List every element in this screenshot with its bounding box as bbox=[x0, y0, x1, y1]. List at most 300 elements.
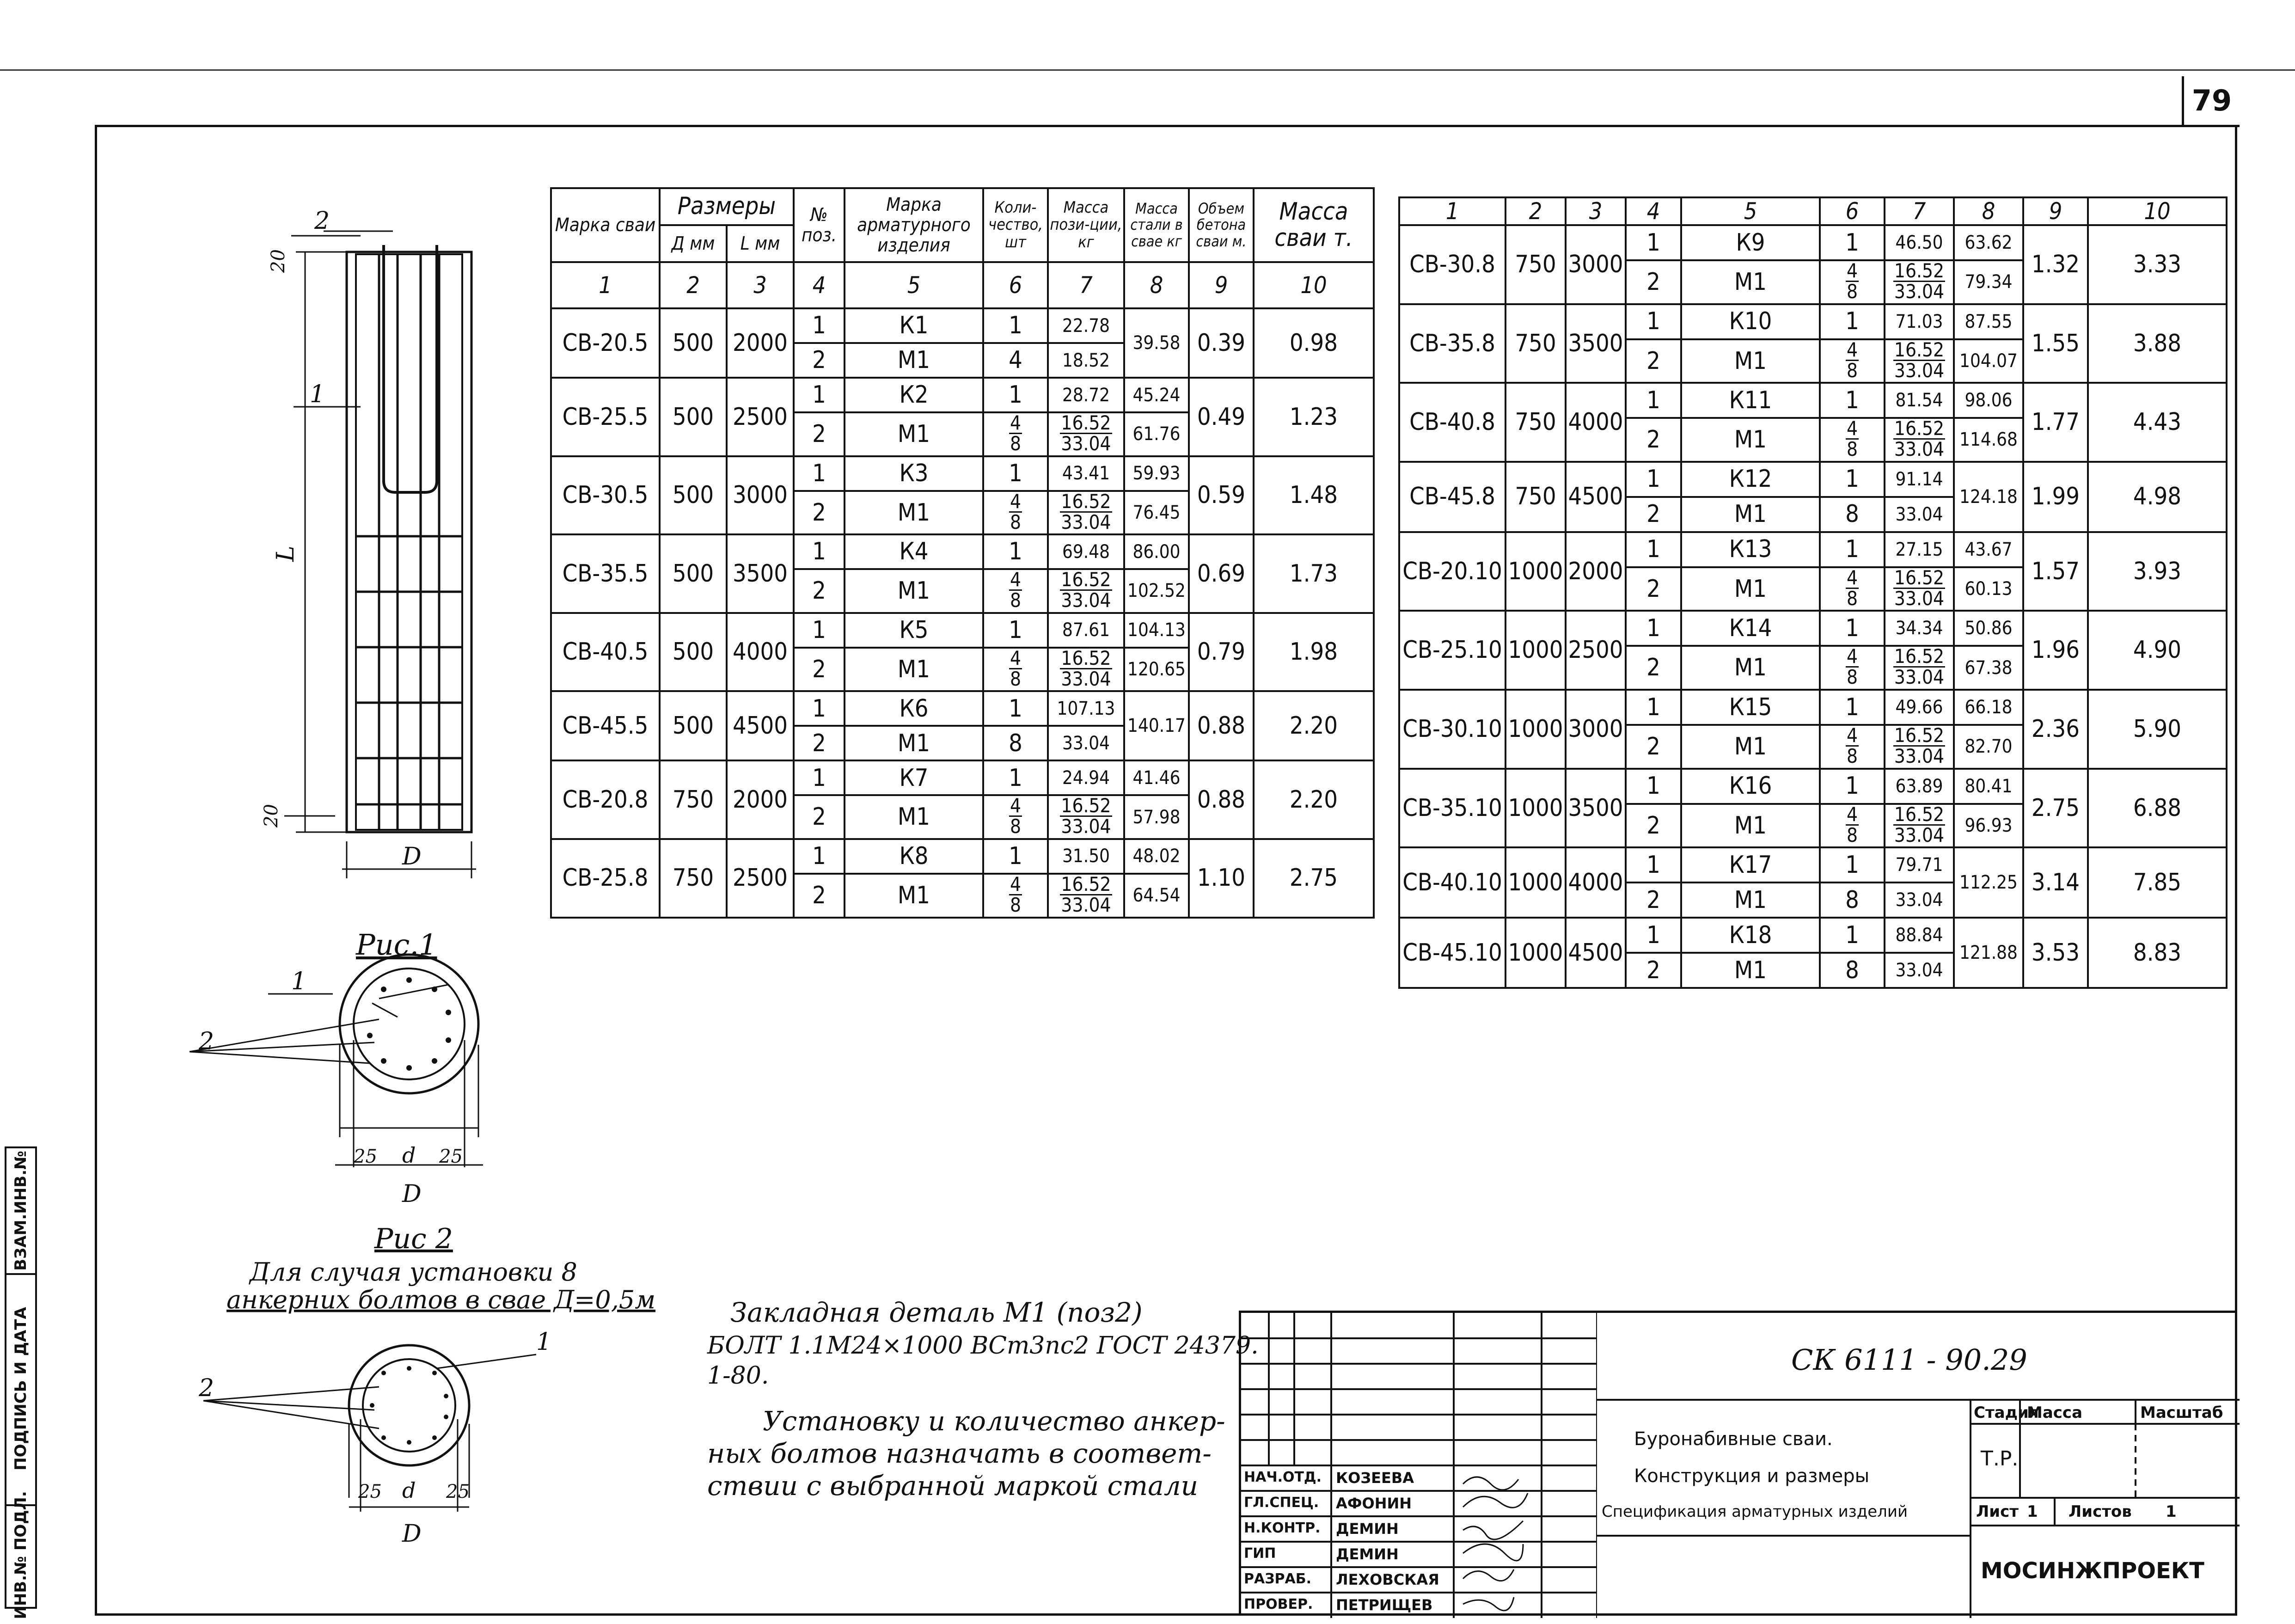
steel-mass: 60.13 bbox=[1954, 567, 2023, 611]
col-number: 7 bbox=[1885, 197, 1954, 225]
table-row bbox=[1399, 383, 2227, 418]
table-row bbox=[551, 308, 1374, 343]
pos-number: 1 bbox=[1626, 462, 1681, 497]
quantity bbox=[983, 491, 1048, 535]
hdr-L: L мм bbox=[727, 225, 794, 262]
pile-mark: СВ-40.8 bbox=[1399, 383, 1506, 462]
armature-mark: К17 bbox=[1681, 847, 1820, 882]
armature-mark: М1 bbox=[845, 648, 983, 692]
fig1-label-2: 2 bbox=[199, 1028, 214, 1055]
quantity-frac bbox=[1846, 805, 1859, 845]
steel-mass: 102.52 bbox=[1124, 569, 1189, 613]
quantity-frac bbox=[1009, 796, 1022, 836]
quantity-num: 4 bbox=[1010, 490, 1022, 513]
pos-mass-frac bbox=[1060, 413, 1112, 453]
quantity: 8 bbox=[983, 726, 1048, 760]
armature-mark: М1 bbox=[1681, 646, 1820, 690]
pos-mass: 81.54 bbox=[1885, 383, 1954, 418]
pile-mass: 2.75 bbox=[1254, 839, 1374, 918]
steel-mass: 45.24 bbox=[1124, 378, 1189, 412]
pos-mass-num: 16.52 bbox=[1894, 646, 1945, 668]
note-line-6: ствии с выбранной маркой стали bbox=[707, 1470, 1199, 1501]
concrete-volume: 2.75 bbox=[2023, 769, 2088, 848]
quantity bbox=[983, 874, 1048, 918]
dim-label-width: D bbox=[402, 843, 422, 870]
armature-mark: М1 bbox=[1681, 725, 1820, 769]
fig1-dim-d: d bbox=[402, 1143, 416, 1168]
steel-mass: 114.68 bbox=[1954, 418, 2023, 462]
quantity-num: 4 bbox=[1010, 873, 1022, 895]
fig1-dim-D: D bbox=[402, 1180, 422, 1208]
pos-mass-den: 33.04 bbox=[1061, 432, 1111, 455]
fig2-dim-D: D bbox=[402, 1520, 422, 1548]
quantity: 1 bbox=[1820, 611, 1885, 646]
steel-mass: 82.70 bbox=[1954, 725, 2023, 769]
col-number: 9 bbox=[1189, 262, 1254, 308]
pile-length: 4500 bbox=[1566, 918, 1626, 988]
hdr-razmery: Размеры bbox=[660, 188, 794, 225]
pile-diameter: 750 bbox=[1506, 462, 1566, 532]
pile-mark: СВ-20.10 bbox=[1399, 532, 1506, 611]
quantity-num: 4 bbox=[1846, 260, 1858, 282]
hdr-massa-stali: Масса стали в свае кг bbox=[1124, 188, 1189, 262]
pos-mass-frac bbox=[1060, 875, 1112, 915]
dim-label-length: L bbox=[272, 545, 300, 562]
table-row bbox=[1399, 847, 2227, 882]
table-row bbox=[1399, 462, 2227, 497]
side-stamp-inv: ИНВ.№ ПОДЛ. bbox=[12, 1491, 30, 1619]
quantity-den: 8 bbox=[1010, 432, 1022, 455]
fig1-caption: Рис.1 bbox=[356, 928, 437, 962]
pile-mark: СВ-45.5 bbox=[551, 691, 660, 760]
pos-mass bbox=[1048, 569, 1124, 613]
col-number: 1 bbox=[1399, 197, 1506, 225]
armature-mark: К1 bbox=[845, 308, 983, 343]
steel-mass: 87.55 bbox=[1954, 304, 2023, 339]
pos-mass-num: 16.52 bbox=[1061, 569, 1111, 591]
quantity-frac bbox=[1846, 261, 1859, 301]
pos-mass-num: 16.52 bbox=[1061, 412, 1111, 434]
document-code: СК 6111 - 90.29 bbox=[1791, 1343, 2027, 1377]
quantity-frac bbox=[1009, 875, 1022, 915]
dim-label-top20: 20 bbox=[268, 249, 289, 273]
pos-mass bbox=[1885, 725, 1954, 769]
pos-mass: 28.72 bbox=[1048, 378, 1124, 412]
pos-mass-frac bbox=[1893, 726, 1945, 766]
armature-mark: К15 bbox=[1681, 690, 1820, 725]
pile-length: 2500 bbox=[727, 378, 794, 456]
quantity-den: 8 bbox=[1010, 667, 1022, 690]
quantity-den: 8 bbox=[1846, 280, 1858, 303]
stage-grid bbox=[1971, 1401, 2240, 1618]
hdr-massa-svai: Масса сваи т. bbox=[1254, 188, 1374, 262]
col-number: 3 bbox=[727, 262, 794, 308]
table-row bbox=[1399, 304, 2227, 339]
pile-length: 4500 bbox=[1566, 462, 1626, 532]
pos-number: 1 bbox=[1626, 532, 1681, 567]
side-stamp-signature: ПОДПИСЬ И ДАТА bbox=[12, 1307, 30, 1471]
pile-diameter: 1000 bbox=[1506, 769, 1566, 848]
title-line-2: Конструкция и размеры bbox=[1634, 1465, 1870, 1487]
quantity-frac bbox=[1846, 568, 1859, 608]
hdr-massa-poz: Масса пози-ции, кг bbox=[1048, 188, 1124, 262]
hdr-marka-svai: Марка сваи bbox=[551, 188, 660, 262]
pos-number: 2 bbox=[794, 569, 845, 613]
pos-mass: 22.78 bbox=[1048, 308, 1124, 343]
quantity-num: 4 bbox=[1846, 803, 1858, 826]
pos-mass: 27.15 bbox=[1885, 532, 1954, 567]
col-number: 7 bbox=[1048, 262, 1124, 308]
armature-mark: К3 bbox=[845, 456, 983, 491]
pos-mass bbox=[1885, 804, 1954, 848]
pos-mass-frac bbox=[1060, 570, 1112, 610]
pile-length: 4000 bbox=[1566, 383, 1626, 462]
pos-mass: 49.66 bbox=[1885, 690, 1954, 725]
fig2-label-1: 1 bbox=[536, 1328, 552, 1356]
pile-mass: 3.93 bbox=[2088, 532, 2227, 611]
table-row bbox=[1399, 611, 2227, 646]
pos-mass-den: 33.04 bbox=[1061, 667, 1111, 690]
pos-mass-frac bbox=[1893, 647, 1945, 687]
quantity: 1 bbox=[1820, 690, 1885, 725]
pos-mass: 33.04 bbox=[1885, 953, 1954, 988]
pile-mass: 0.98 bbox=[1254, 308, 1374, 378]
pile-length: 2500 bbox=[727, 839, 794, 918]
pile-length: 3500 bbox=[727, 534, 794, 613]
pile-mass: 6.88 bbox=[2088, 769, 2227, 848]
armature-mark: М1 bbox=[845, 874, 983, 918]
pile-mark: СВ-35.8 bbox=[1399, 304, 1506, 383]
pile-diameter: 1000 bbox=[1506, 918, 1566, 988]
steel-mass: 86.00 bbox=[1124, 534, 1189, 569]
armature-mark: К6 bbox=[845, 691, 983, 726]
pos-mass-den: 33.04 bbox=[1894, 438, 1945, 461]
col-number: 6 bbox=[983, 262, 1048, 308]
quantity: 1 bbox=[1820, 769, 1885, 804]
concrete-volume: 0.69 bbox=[1189, 534, 1254, 613]
steel-mass: 59.93 bbox=[1124, 456, 1189, 491]
pile-mass: 1.73 bbox=[1254, 534, 1374, 613]
armature-mark: К10 bbox=[1681, 304, 1820, 339]
col-number: 10 bbox=[2088, 197, 2227, 225]
concrete-volume: 3.53 bbox=[2023, 918, 2088, 988]
signature-role: ГИП bbox=[1244, 1545, 1276, 1562]
title-description-cell bbox=[1597, 1401, 1971, 1618]
quantity: 1 bbox=[1820, 532, 1885, 567]
quantity-den: 8 bbox=[1846, 744, 1858, 767]
pos-mass: 33.04 bbox=[1885, 882, 1954, 918]
quantity-frac bbox=[1846, 419, 1859, 459]
pos-mass bbox=[1885, 418, 1954, 462]
pos-mass: 107.13 bbox=[1048, 691, 1124, 726]
quantity-den: 8 bbox=[1010, 893, 1022, 916]
pos-mass-frac bbox=[1893, 805, 1945, 845]
quantity: 1 bbox=[983, 378, 1048, 412]
hdr-n-poz: № поз. bbox=[794, 188, 845, 262]
pile-mass: 2.20 bbox=[1254, 760, 1374, 839]
quantity-frac bbox=[1846, 647, 1859, 687]
steel-mass: 50.86 bbox=[1954, 611, 2023, 646]
quantity: 1 bbox=[983, 760, 1048, 795]
pos-number: 2 bbox=[794, 726, 845, 760]
pile-mark: СВ-25.10 bbox=[1399, 611, 1506, 690]
steel-mass: 104.13 bbox=[1124, 613, 1189, 648]
concrete-volume: 1.96 bbox=[2023, 611, 2088, 690]
steel-mass: 104.07 bbox=[1954, 339, 2023, 383]
pos-number: 1 bbox=[794, 378, 845, 412]
pos-mass-num: 16.52 bbox=[1894, 567, 1945, 589]
pile-mark: СВ-30.10 bbox=[1399, 690, 1506, 769]
armature-mark: К2 bbox=[845, 378, 983, 412]
concrete-volume: 1.55 bbox=[2023, 304, 2088, 383]
pile-mass: 8.83 bbox=[2088, 918, 2227, 988]
table-row bbox=[551, 456, 1374, 491]
signature-name: ПЕТРИЩЕВ bbox=[1336, 1596, 1433, 1614]
armature-mark: К14 bbox=[1681, 611, 1820, 646]
quantity: 1 bbox=[1820, 225, 1885, 260]
fig2-note-1: Для случая установки 8 bbox=[250, 1257, 577, 1287]
note-line-2: БОЛТ 1.1М24×1000 ВСт3пс2 ГОСТ 24379. bbox=[707, 1332, 1259, 1360]
pos-mass: 34.34 bbox=[1885, 611, 1954, 646]
pos-mass-den: 33.04 bbox=[1894, 587, 1945, 610]
quantity-den: 8 bbox=[1846, 438, 1858, 461]
concrete-volume: 0.49 bbox=[1189, 378, 1254, 456]
armature-mark: М1 bbox=[1681, 804, 1820, 848]
sheet-label: Лист bbox=[1976, 1502, 2019, 1521]
col-number: 2 bbox=[1506, 197, 1566, 225]
sheet-value: 1 bbox=[2027, 1502, 2038, 1521]
pos-number: 2 bbox=[1626, 804, 1681, 848]
pos-mass bbox=[1885, 339, 1954, 383]
pile-mark: СВ-35.5 bbox=[551, 534, 660, 613]
signature-role: Н.КОНТР. bbox=[1244, 1520, 1321, 1536]
pos-mass-frac bbox=[1893, 340, 1945, 380]
quantity bbox=[1820, 418, 1885, 462]
fig2-caption: Рис 2 bbox=[374, 1223, 453, 1255]
pile-diameter: 1000 bbox=[1506, 532, 1566, 611]
mass-header: Масса bbox=[2027, 1403, 2083, 1422]
pile-diameter: 750 bbox=[1506, 225, 1566, 304]
steel-mass: 80.41 bbox=[1954, 769, 2023, 804]
pos-number: 1 bbox=[794, 613, 845, 648]
top-trim-line bbox=[0, 69, 2295, 71]
pile-diameter: 500 bbox=[660, 691, 727, 760]
signature-role: НАЧ.ОТД. bbox=[1244, 1469, 1322, 1485]
pos-mass: 91.14 bbox=[1885, 462, 1954, 497]
pos-mass-num: 16.52 bbox=[1894, 260, 1945, 282]
pile-mark: СВ-20.5 bbox=[551, 308, 660, 378]
pos-mass-den: 33.04 bbox=[1894, 280, 1945, 303]
pile-mark: СВ-45.8 bbox=[1399, 462, 1506, 532]
pos-mass-num: 16.52 bbox=[1894, 418, 1945, 440]
pos-number: 1 bbox=[1626, 225, 1681, 260]
quantity bbox=[983, 795, 1048, 839]
pile-length: 4000 bbox=[727, 613, 794, 692]
pos-mass bbox=[1885, 646, 1954, 690]
fig2-dim-d: d bbox=[402, 1478, 416, 1503]
table-row bbox=[551, 613, 1374, 648]
title-code-cell bbox=[1597, 1313, 2240, 1401]
pile-mark: СВ-30.8 bbox=[1399, 225, 1506, 304]
col-number: 4 bbox=[1626, 197, 1681, 225]
pile-diameter: 750 bbox=[660, 839, 727, 918]
col-number: 8 bbox=[1954, 197, 2023, 225]
armature-mark: М1 bbox=[1681, 567, 1820, 611]
pile-mass: 4.43 bbox=[2088, 383, 2227, 462]
pos-number: 1 bbox=[1626, 918, 1681, 953]
pos-mass-den: 33.04 bbox=[1894, 823, 1945, 846]
quantity-den: 8 bbox=[1846, 666, 1858, 689]
pos-mass-den: 33.04 bbox=[1061, 815, 1111, 838]
steel-mass: 43.67 bbox=[1954, 532, 2023, 567]
pile-length: 3500 bbox=[1566, 769, 1626, 848]
pos-mass-frac bbox=[1060, 492, 1112, 532]
steel-mass: 41.46 bbox=[1124, 760, 1189, 795]
pos-number: 1 bbox=[1626, 847, 1681, 882]
pos-number: 1 bbox=[1626, 611, 1681, 646]
pos-number: 2 bbox=[1626, 882, 1681, 918]
stage-value: Т.Р. bbox=[1981, 1447, 2019, 1471]
steel-mass: 79.34 bbox=[1954, 260, 2023, 304]
quantity-den: 8 bbox=[1846, 823, 1858, 846]
steel-mass: 57.98 bbox=[1124, 795, 1189, 839]
steel-mass: 39.58 bbox=[1124, 308, 1189, 378]
steel-mass: 96.93 bbox=[1954, 804, 2023, 848]
pos-mass-num: 16.52 bbox=[1061, 647, 1111, 669]
table-row bbox=[1399, 690, 2227, 725]
pos-mass: 71.03 bbox=[1885, 304, 1954, 339]
armature-mark: К9 bbox=[1681, 225, 1820, 260]
pos-mass: 87.61 bbox=[1048, 613, 1124, 648]
table-row bbox=[1399, 918, 2227, 953]
hdr-obem: Объем бетона сваи м. bbox=[1189, 188, 1254, 262]
quantity-frac bbox=[1009, 570, 1022, 610]
pile-mass: 4.98 bbox=[2088, 462, 2227, 532]
quantity bbox=[983, 569, 1048, 613]
pile-mark: СВ-30.5 bbox=[551, 456, 660, 535]
pos-number: 2 bbox=[1626, 646, 1681, 690]
pos-mass-den: 33.04 bbox=[1894, 359, 1945, 382]
pile-mass: 3.88 bbox=[2088, 304, 2227, 383]
pos-mass: 88.84 bbox=[1885, 918, 1954, 953]
pile-mark: СВ-20.8 bbox=[551, 760, 660, 839]
pile-diameter: 1000 bbox=[1506, 690, 1566, 769]
pile-mass: 3.33 bbox=[2088, 225, 2227, 304]
fig2-note-2: анкерних болтов в сваe Д=0,5м bbox=[226, 1285, 656, 1314]
pos-mass: 43.41 bbox=[1048, 456, 1124, 491]
pos-mass: 79.71 bbox=[1885, 847, 1954, 882]
pile-diameter: 750 bbox=[1506, 383, 1566, 462]
quantity-frac bbox=[1846, 340, 1859, 380]
steel-mass: 48.02 bbox=[1124, 839, 1189, 874]
col-number: 6 bbox=[1820, 197, 1885, 225]
pos-number: 2 bbox=[1626, 497, 1681, 532]
pos-number: 2 bbox=[1626, 725, 1681, 769]
pos-mass bbox=[1048, 412, 1124, 456]
steel-mass: 67.38 bbox=[1954, 646, 2023, 690]
sheets-label: Листов bbox=[2069, 1502, 2132, 1521]
fig2-dim-25a: 25 bbox=[358, 1481, 382, 1502]
pos-number: 2 bbox=[794, 795, 845, 839]
armature-mark: М1 bbox=[845, 412, 983, 456]
pos-number: 1 bbox=[794, 760, 845, 795]
quantity: 1 bbox=[1820, 304, 1885, 339]
pos-number: 1 bbox=[1626, 769, 1681, 804]
pos-number: 2 bbox=[1626, 953, 1681, 988]
pos-number: 2 bbox=[794, 343, 845, 378]
quantity bbox=[1820, 260, 1885, 304]
pile-mark: СВ-45.10 bbox=[1399, 918, 1506, 988]
steel-mass: 112.25 bbox=[1954, 847, 2023, 918]
armature-mark: К18 bbox=[1681, 918, 1820, 953]
concrete-volume: 0.88 bbox=[1189, 691, 1254, 760]
pos-number: 1 bbox=[1626, 383, 1681, 418]
pile-length: 2000 bbox=[1566, 532, 1626, 611]
dim-label-2: 2 bbox=[314, 207, 330, 235]
armature-mark: М1 bbox=[1681, 953, 1820, 988]
quantity-den: 8 bbox=[1846, 587, 1858, 610]
pos-number: 1 bbox=[794, 456, 845, 491]
quantity: 1 bbox=[1820, 383, 1885, 418]
scale-header: Масштаб bbox=[2140, 1403, 2223, 1422]
dim-label-bottom20: 20 bbox=[261, 804, 282, 827]
col-numbers-row-right bbox=[1399, 197, 2227, 225]
quantity bbox=[1820, 725, 1885, 769]
col-number: 1 bbox=[551, 262, 660, 308]
pos-number: 2 bbox=[794, 874, 845, 918]
pile-diameter: 500 bbox=[660, 456, 727, 535]
pile-mass: 1.98 bbox=[1254, 613, 1374, 692]
pos-mass: 18.52 bbox=[1048, 343, 1124, 378]
pos-mass-den: 33.04 bbox=[1061, 893, 1111, 916]
pos-number: 2 bbox=[794, 491, 845, 535]
steel-mass: 66.18 bbox=[1954, 690, 2023, 725]
quantity-den: 8 bbox=[1010, 589, 1022, 612]
note-line-1: Закладная деталь М1 (поз2) bbox=[730, 1297, 1143, 1328]
pos-mass-num: 16.52 bbox=[1061, 795, 1111, 817]
title-block bbox=[1239, 1311, 2237, 1616]
signature-name: ДЕМИН bbox=[1336, 1520, 1399, 1538]
side-stamp-replace: ВЗАМ.ИНВ.№ bbox=[12, 1151, 30, 1271]
page-number: 79 bbox=[2182, 76, 2240, 127]
armature-mark: К13 bbox=[1681, 532, 1820, 567]
quantity-num: 4 bbox=[1010, 647, 1022, 669]
concrete-volume: 0.88 bbox=[1189, 760, 1254, 839]
steel-mass: 61.76 bbox=[1124, 412, 1189, 456]
note-line-4: Установку и количество анкер- bbox=[763, 1405, 1225, 1437]
pos-number: 2 bbox=[1626, 260, 1681, 304]
pos-mass-num: 16.52 bbox=[1894, 339, 1945, 361]
pos-number: 1 bbox=[1626, 304, 1681, 339]
concrete-volume: 2.36 bbox=[2023, 690, 2088, 769]
col-number: 5 bbox=[845, 262, 983, 308]
armature-mark: К8 bbox=[845, 839, 983, 874]
armature-mark: М1 bbox=[1681, 882, 1820, 918]
pile-mass: 2.20 bbox=[1254, 691, 1374, 760]
pos-mass-num: 16.52 bbox=[1061, 873, 1111, 895]
quantity: 4 bbox=[983, 343, 1048, 378]
quantity-num: 4 bbox=[1846, 339, 1858, 361]
side-stamp bbox=[5, 1146, 37, 1619]
pos-mass-den: 33.04 bbox=[1061, 589, 1111, 612]
quantity bbox=[1820, 646, 1885, 690]
armature-mark: М1 bbox=[845, 491, 983, 535]
armature-mark: К4 bbox=[845, 534, 983, 569]
pile-length: 3500 bbox=[1566, 304, 1626, 383]
note-line-5: ных болтов назначать в соответ- bbox=[707, 1438, 1212, 1469]
sheets-value: 1 bbox=[2166, 1502, 2177, 1521]
armature-mark: М1 bbox=[845, 726, 983, 760]
